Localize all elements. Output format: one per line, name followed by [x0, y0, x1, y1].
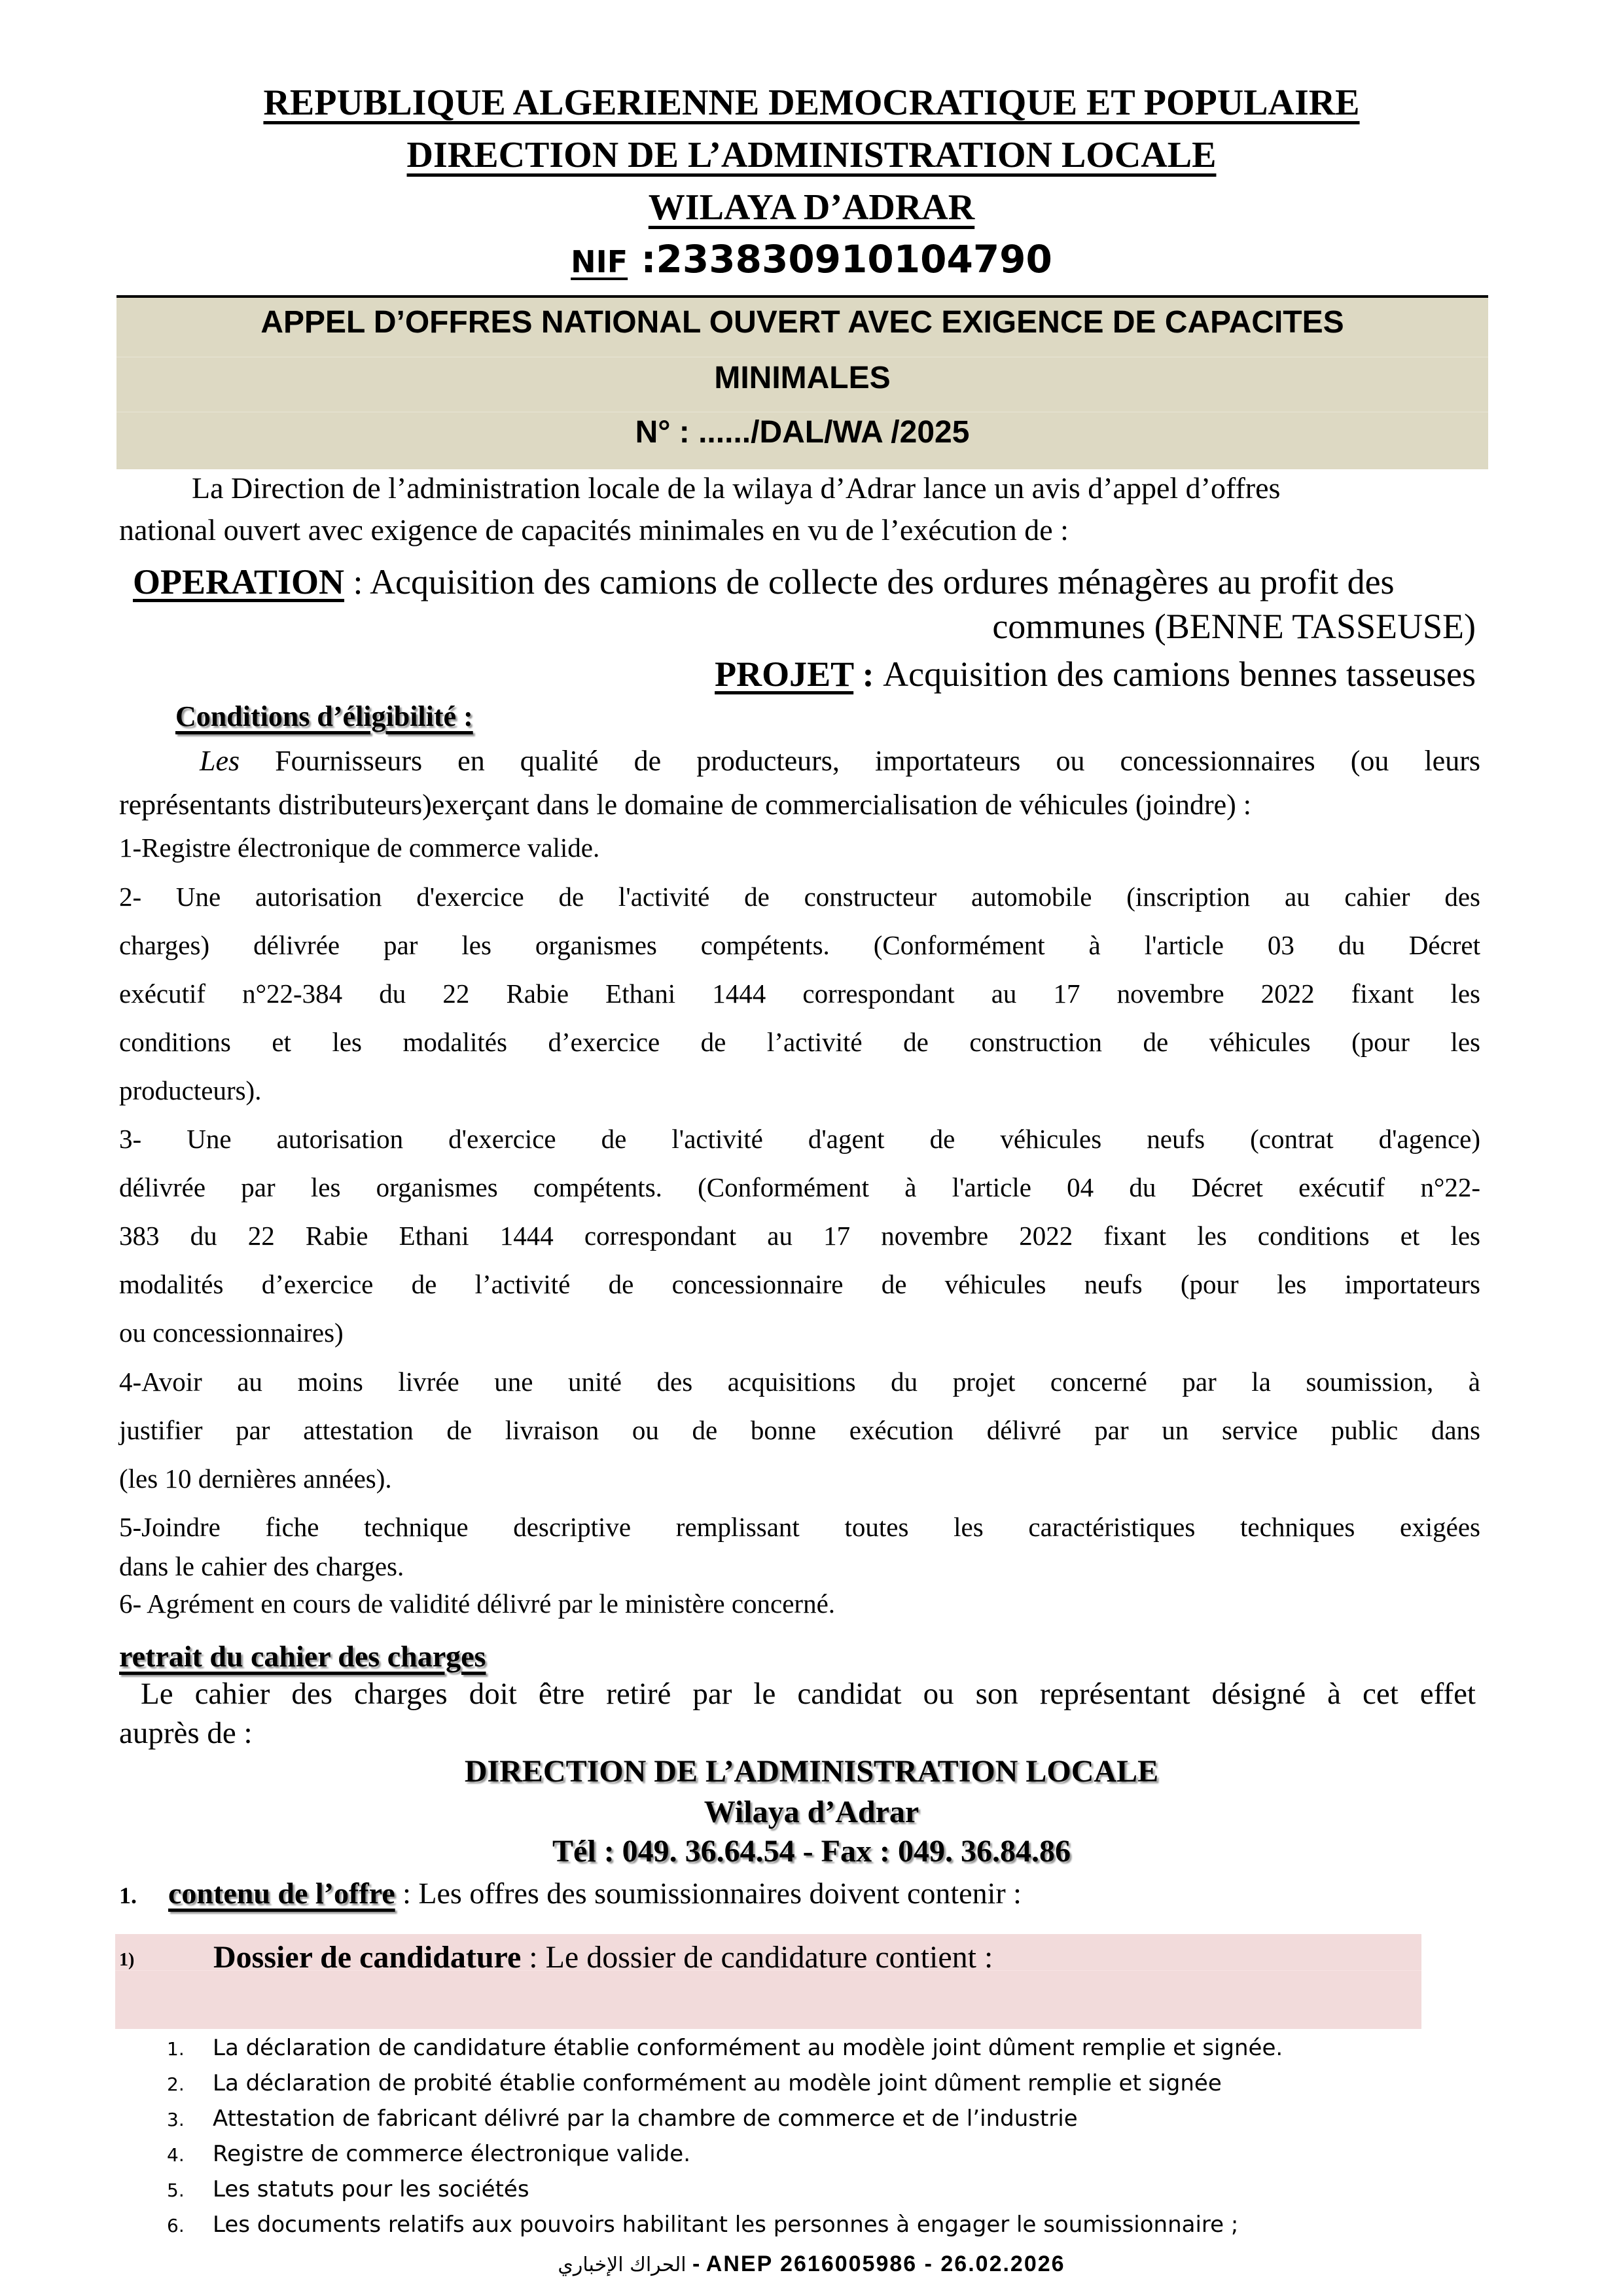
list-item-text: Registre de commerce électronique valide.	[213, 2141, 691, 2167]
eligibility-title: Conditions d’éligibilité :	[175, 700, 473, 732]
eligibility-item-line: conditions et les modalités d’exercice de l’activité de construction de véhicules (pour les	[119, 1027, 1480, 1057]
tender-title-line1: APPEL D’OFFRES NATIONAL OUVERT AVEC EXIGENCE DE CAPACITES	[260, 305, 1344, 340]
retrait-contact: Tél : 049. 36.64.54 - Fax : 049. 36.84.86	[552, 1834, 1071, 1869]
list-item-number: 4.	[167, 2144, 185, 2166]
eligibility-item-line: 383 du 22 Rabie Ethani 1444 correspondant au 17 novembre 2022 fixant les conditions et les	[119, 1221, 1480, 1251]
dossier-number: 1)	[119, 1950, 135, 1970]
eligibility-item-line: dans le cahier des charges.	[119, 1551, 404, 1581]
list-item-text: Attestation de fabricant délivré par la chambre de commerce et de l’industrie	[213, 2106, 1078, 2132]
dossier-list-item	[167, 2072, 1222, 2094]
operation-text: Acquisition des camions de collecte des ordures ménagères au profit des	[370, 562, 1395, 601]
retrait-line1: Le cahier des charges doit être retiré par le candidat ou son représentant désigné à cet effet	[141, 1677, 1476, 1711]
operation-line2: communes (BENNE TASSEUSE)	[992, 607, 1476, 646]
header-direction: DIRECTION DE L’ADMINISTRATION LOCALE	[406, 135, 1217, 175]
eligibility-item-line: 6- Agrément en cours de validité délivré par le ministère concerné.	[119, 1588, 836, 1619]
operation-line: OPERATION : Acquisition des camions de collecte des ordures ménagères au profit des	[133, 562, 1395, 601]
nif-value: :233830910104790	[628, 237, 1052, 281]
nif-label: NIF	[571, 244, 628, 279]
footer-ref: - ANEP 2616005986 - 26.02.2026	[686, 2251, 1065, 2276]
projet-line: PROJET : Acquisition des camions bennes tasseuses	[715, 655, 1476, 694]
list-item-number: 3.	[167, 2109, 185, 2130]
eligibility-item-line: producteurs).	[119, 1075, 262, 1105]
operation-label: OPERATION	[133, 562, 345, 601]
header-wilaya: WILAYA D’ADRAR	[648, 187, 975, 228]
list-item-number: 2.	[167, 2073, 185, 2095]
eligibility-item-line: 4-Avoir au moins livrée une unité des acquisitions du projet concerné par la soumission, à	[119, 1367, 1480, 1397]
eligibility-item-line: ou concessionnaires)	[119, 1318, 344, 1348]
eligibility-item-line: 5-Joindre fiche technique descriptive remplissant toutes les caractéristiques techniques exigées	[119, 1512, 1480, 1542]
list-item-text: Les documents relatifs aux pouvoirs habilitant les personnes à engager le soumissionnaire ;	[213, 2212, 1239, 2238]
eligibility-item-line: 1-Registre électronique de commerce valide.	[119, 833, 600, 863]
header-republic: REPUBLIQUE ALGERIENNE DEMOCRATIQUE ET POPULAIRE	[263, 82, 1360, 123]
list-item-number: 6.	[167, 2215, 185, 2236]
retrait-title: retrait du cahier des charges	[119, 1640, 486, 1673]
dossier-list-item	[167, 2178, 529, 2200]
eligibility-item-line: délivrée par les organismes compétents. (Conformément à l'article 04 du Décret exécutif n°22-	[119, 1172, 1480, 1202]
dossier-list-item	[167, 2108, 1078, 2130]
eligibility-intro-line2: représentants distributeurs)exerçant dans le domaine de commercialisation de véhicules (joindre) :	[119, 789, 1252, 821]
retrait-org: DIRECTION DE L’ADMINISTRATION LOCALE	[464, 1754, 1159, 1789]
footer-arabic: الحراك الإخباري	[558, 2253, 687, 2276]
offre-text: : Les offres des soumissionnaires doivent contenir :	[395, 1876, 1022, 1910]
eligibility-item-line: 3- Une autorisation d'exercice de l'activité d'agent de véhicules neufs (contrat d'agence)	[119, 1124, 1480, 1154]
list-item-number: 1.	[167, 2038, 185, 2060]
tender-title-banner	[116, 295, 1488, 469]
list-item-text: La déclaration de candidature établie conformément au modèle joint dûment remplie et signée.	[213, 2035, 1283, 2061]
dossier-title: Dossier de candidature	[213, 1940, 522, 1975]
list-item-text: Les statuts pour les sociétés	[213, 2176, 529, 2202]
eligibility-intro-line1: Les Fournisseurs en qualité de producteurs, importateurs ou concessionnaires (ou leurs	[200, 745, 1480, 777]
list-item-number: 5.	[167, 2179, 185, 2201]
eligibility-item-line: (les 10 dernières années).	[119, 1463, 392, 1494]
dossier-text: : Le dossier de candidature contient :	[521, 1940, 993, 1975]
eligibility-item-line: justifier par attestation de livraison ou de bonne exécution délivré par un service public dans	[119, 1415, 1480, 1445]
dossier-list-item	[167, 2143, 690, 2165]
projet-label: PROJET	[715, 655, 854, 694]
tender-title-line2: MINIMALES	[714, 361, 891, 395]
offre-line	[119, 1878, 1022, 1909]
footer-publication	[0, 2251, 1623, 2277]
dossier-list-item	[167, 2214, 1238, 2236]
list-item-text: La déclaration de probité établie conformément au modèle joint dûment remplie et signée	[213, 2070, 1222, 2096]
retrait-line2: auprès de :	[119, 1716, 253, 1750]
eligibility-item-line: exécutif n°22-384 du 22 Rabie Ethani 1444 correspondant au 17 novembre 2022 fixant les	[119, 978, 1480, 1009]
tender-number: N° : ....../DAL/WA /2025	[635, 415, 970, 450]
intro-line1: La Direction de l’administration locale de la wilaya d’Adrar lance un avis d’appel d’offres	[192, 471, 1281, 505]
intro-line2: national ouvert avec exigence de capacités minimales en vu de l’exécution de :	[119, 513, 1069, 547]
header-nif	[0, 237, 1623, 281]
eligibility-item-line: charges) délivrée par les organismes compétents. (Conformément à l'article 03 du Décret	[119, 930, 1480, 960]
dossier-heading	[213, 1942, 993, 1973]
projet-text: Acquisition des camions bennes tasseuses	[883, 655, 1476, 694]
eligibility-item-line: 2- Une autorisation d'exercice de l'activité de constructeur automobile (inscription au cahier des	[119, 882, 1480, 912]
retrait-wilaya: Wilaya d’Adrar	[704, 1795, 919, 1829]
offre-number: 1.	[119, 1882, 137, 1909]
dossier-list-item	[167, 2037, 1283, 2059]
offre-title: contenu de l’offre	[168, 1876, 395, 1910]
dossier-box	[115, 1934, 1421, 2029]
eligibility-item-line: modalités d’exercice de l’activité de concessionnaire de véhicules neufs (pour les importateurs	[119, 1269, 1480, 1299]
